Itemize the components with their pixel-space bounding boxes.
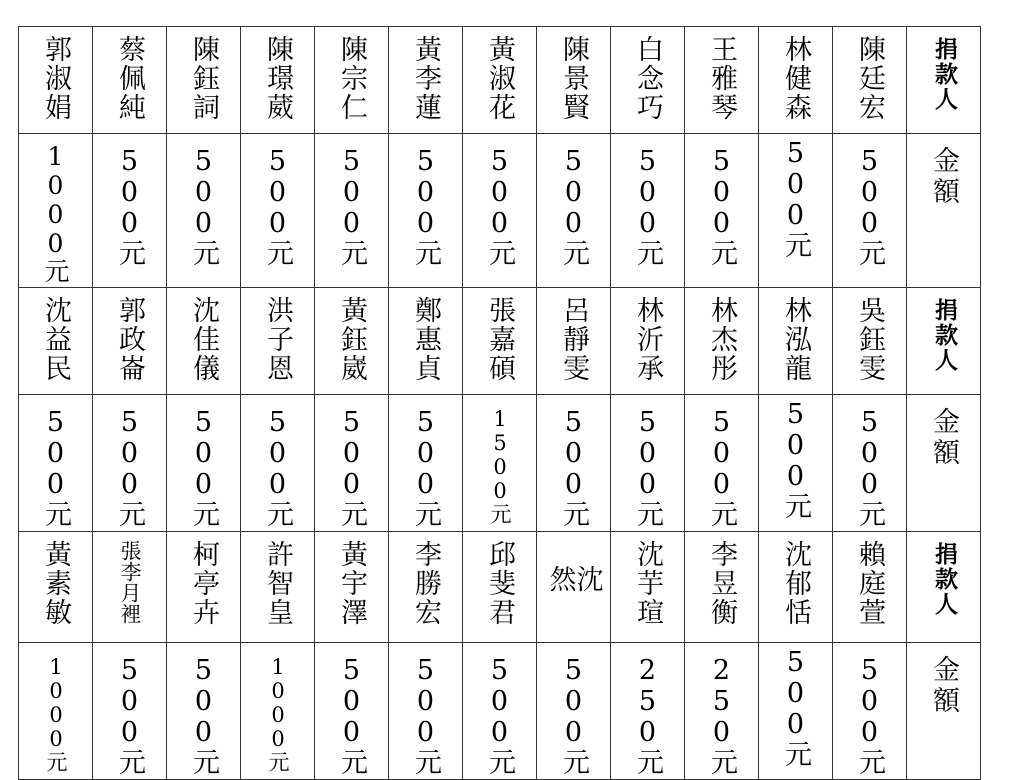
amount-cell: 500元: [167, 395, 241, 532]
amount-cell: 500元: [537, 395, 611, 532]
donor-header-cell: 捐款人: [907, 288, 981, 395]
donor-name-cell: 黃宇澤: [315, 532, 389, 643]
amount-cell: 500元: [241, 395, 315, 532]
amount-cell: 500元: [833, 134, 907, 288]
donor-name-cell: 黃李蓮: [389, 27, 463, 134]
amount-cell: 1000元: [19, 643, 93, 780]
amount-cell: 500元: [315, 134, 389, 288]
donor-name-cell: 白念巧: [611, 27, 685, 134]
amount-row-3: [19, 643, 981, 780]
amount-cell: 500元: [389, 134, 463, 288]
amount-cell: 500元: [19, 395, 93, 532]
donor-name-cell: 蔡佩純: [93, 27, 167, 134]
donor-name-cell: 沈佳儀: [167, 288, 241, 395]
donor-name-cell: 陳璟葳: [241, 27, 315, 134]
amount-cell: 500元: [685, 134, 759, 288]
donor-name-cell: 邱斐君: [463, 532, 537, 643]
donor-name-cell: 黃素敏: [19, 532, 93, 643]
donor-name-cell: 張李月裡: [93, 532, 167, 643]
donor-name-row-2: [19, 288, 981, 395]
amount-cell: 500元: [389, 395, 463, 532]
amount-cell: 1000元: [241, 643, 315, 780]
donor-name-cell: 賴庭萱: [833, 532, 907, 643]
donor-name-cell: 林沂承: [611, 288, 685, 395]
amount-cell: 500元: [537, 134, 611, 288]
amount-row-2: [19, 395, 981, 532]
amount-cell: 500元: [241, 134, 315, 288]
donor-name-cell: 洪子恩: [241, 288, 315, 395]
donor-name-cell: 李勝宏: [389, 532, 463, 643]
donor-name-cell: 黃淑花: [463, 27, 537, 134]
amount-header-cell: 金額: [907, 134, 981, 288]
amount-cell: 500元: [315, 395, 389, 532]
donor-name-cell: 鄭惠貞: [389, 288, 463, 395]
donor-name-cell: 林杰彤: [685, 288, 759, 395]
amount-cell: 500元: [833, 643, 907, 780]
amount-cell: 500元: [389, 643, 463, 780]
donor-name-cell: 王雅琴: [685, 27, 759, 134]
amount-cell: 500元: [759, 134, 833, 288]
donor-name-cell: 陳廷宏: [833, 27, 907, 134]
donor-name-cell: 沈益民: [19, 288, 93, 395]
amount-header-cell: 金額: [907, 395, 981, 532]
amount-cell: 500元: [93, 134, 167, 288]
amount-cell: 250元: [611, 643, 685, 780]
donor-name-cell: 陳鈺詞: [167, 27, 241, 134]
donor-name-cell: 林健森: [759, 27, 833, 134]
donor-name-cell: 陳宗仁: [315, 27, 389, 134]
amount-cell: 500元: [463, 643, 537, 780]
amount-cell: 500元: [611, 395, 685, 532]
donor-name-cell: 郭政崙: [93, 288, 167, 395]
amount-cell: 500元: [167, 134, 241, 288]
amount-cell: 1000元: [19, 134, 93, 288]
donor-header-cell: 捐款人: [907, 27, 981, 134]
amount-cell: 500元: [463, 134, 537, 288]
donor-name-cell: 陳景賢: [537, 27, 611, 134]
donor-header-cell: 捐款人: [907, 532, 981, 643]
amount-header-cell: 金額: [907, 643, 981, 780]
donor-name-cell: 沈 然: [537, 532, 611, 643]
donor-name-cell: 李昱衡: [685, 532, 759, 643]
amount-cell: 500元: [315, 643, 389, 780]
amount-cell: 250元: [685, 643, 759, 780]
amount-cell: 500元: [93, 395, 167, 532]
donor-name-cell: 郭淑娟: [19, 27, 93, 134]
donor-name-cell: 柯亭卉: [167, 532, 241, 643]
amount-cell: 500元: [759, 395, 833, 532]
donor-name-row-1: [19, 27, 981, 134]
donor-name-cell: 黃鈺崴: [315, 288, 389, 395]
donor-name-cell: 許智皇: [241, 532, 315, 643]
amount-cell: 500元: [93, 643, 167, 780]
amount-cell: 500元: [537, 643, 611, 780]
amount-cell: 500元: [611, 134, 685, 288]
donor-name-cell: 林泓龍: [759, 288, 833, 395]
donor-name-cell: 沈芋瑄: [611, 532, 685, 643]
donor-name-row-3: [19, 532, 981, 643]
donor-name-cell: 張嘉碩: [463, 288, 537, 395]
amount-row-1: [19, 134, 981, 288]
amount-cell: 500元: [759, 643, 833, 780]
amount-cell: 500元: [167, 643, 241, 780]
amount-cell: 500元: [833, 395, 907, 532]
donor-name-cell: 呂靜雯: [537, 288, 611, 395]
amount-cell: 500元: [685, 395, 759, 532]
donor-name-cell: 沈郁恬: [759, 532, 833, 643]
amount-cell: 1500元: [463, 395, 537, 532]
donation-table: [18, 26, 981, 780]
donor-name-cell: 吳鈺雯: [833, 288, 907, 395]
